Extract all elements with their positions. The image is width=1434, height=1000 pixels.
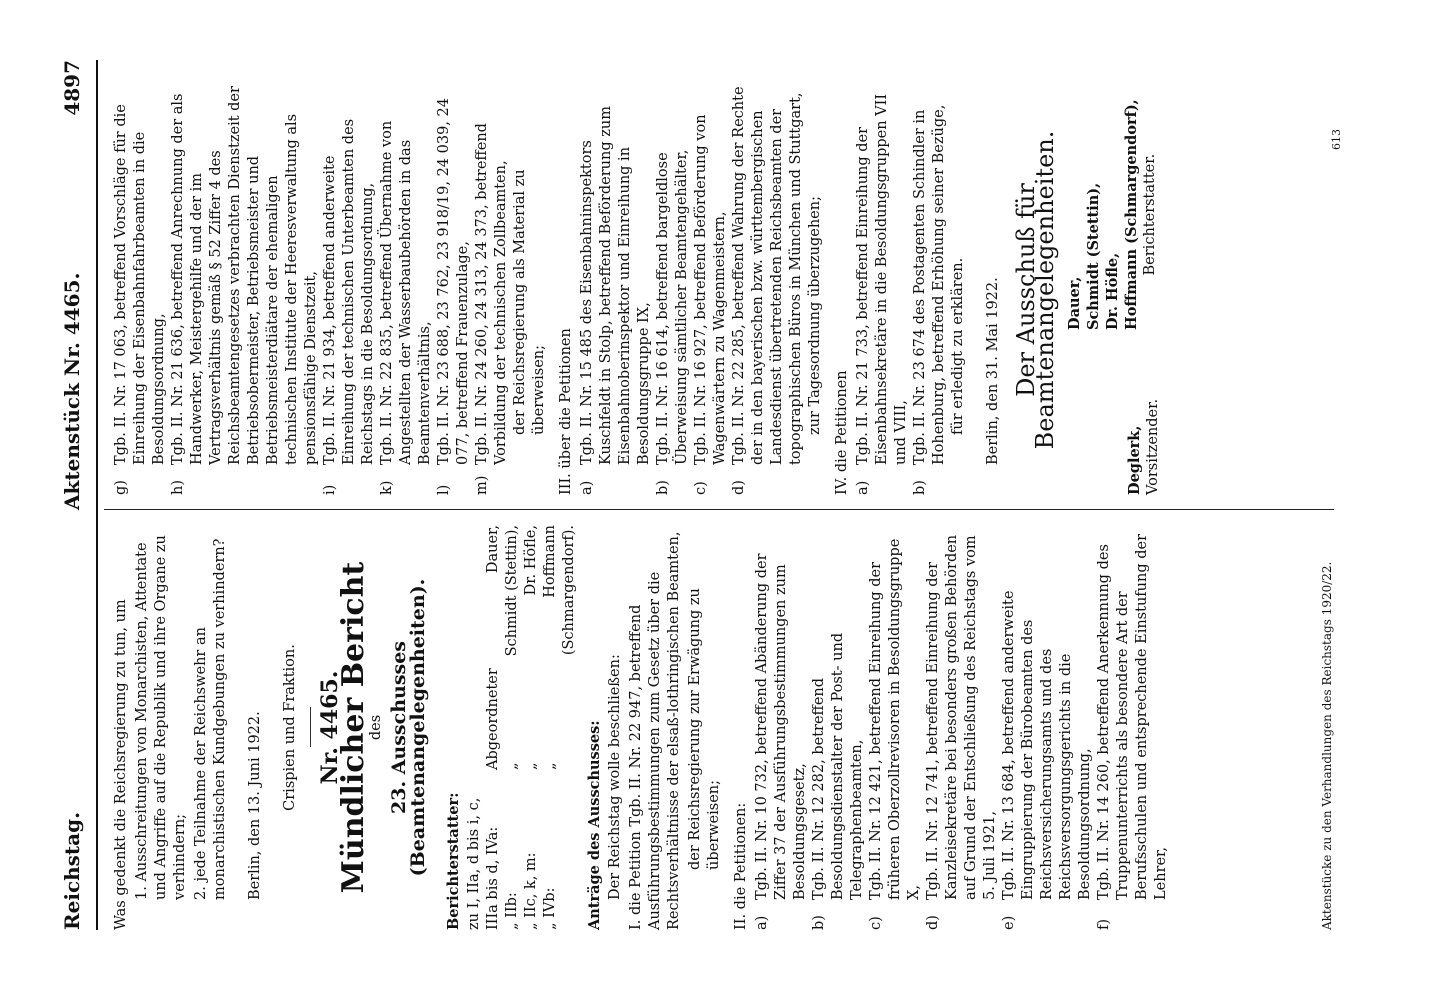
reporters-heading: Berichterstatter: xyxy=(445,792,462,930)
signature-block xyxy=(1065,85,1175,495)
signer-name: Dr. Höfle, xyxy=(1104,252,1121,330)
header-rule xyxy=(96,60,98,930)
petition-item: e) Tgb. II. Nr. 13 684, betreffend anderweite Eingruppierung der Bürobeamten des Reichsversicherungsamts und des Reichsversorgungsgerichts in die Besoldungsordnung, xyxy=(1001,590,1093,930)
petition-item: a) Tgb. II. Nr. 10 732, betreffend Abänderung der Ziffer 37 der Ausführungsbestimmungen zum Besoldungsgesetz, xyxy=(754,553,808,930)
item-III: III. über die Petitionen xyxy=(558,328,574,495)
header-page-number: 4897 xyxy=(60,60,84,116)
items-IV-close: für erledigt zu erklären. xyxy=(950,257,966,435)
petition-item: a) Tgb. II. Nr. 15 485 des Eisenbahninspektors Kuschfeldt in Stolp, betreffend Beförderung zum Eisenbahnoberinspektor und Einreihung in Besoldungsgruppe IX, xyxy=(579,106,652,495)
petition-item: b) Tgb. II. Nr. 16 614, betreffend bargeldlose Überweisung sämtlicher Beamtengehälter, xyxy=(655,149,690,495)
separator xyxy=(310,708,311,748)
reporters-signature xyxy=(1065,99,1160,330)
date-line-1: Berlin, den 13. Juni 1922. xyxy=(247,711,263,900)
committee-title: 23. Ausschusses (Beamtenangelegenheiten). xyxy=(388,578,429,877)
reporter-row: „ IVb: „ Hoffmann (Schmargendorf). xyxy=(542,525,577,930)
committee-signature-title: Der Ausschuß für Beamtenangelegenheiten. xyxy=(1012,130,1059,450)
date-line-2: Berlin, den 31. Mai 1922. xyxy=(985,277,1001,465)
petition-item: l) Tgb. II. Nr. 23 688, 23 762, 23 918/19, 24 039, 24 077, betreffend Frauenzulage, xyxy=(436,98,471,495)
reporters-list xyxy=(465,525,579,930)
chair-signature xyxy=(1125,399,1163,495)
items-II-close: der Reichsregierung als Material zu überweisen; xyxy=(512,169,547,435)
signer-name: Schmidt (Stettin), xyxy=(1085,182,1102,330)
signer-name: Dauer, xyxy=(1066,276,1083,330)
petition-item: b) Tgb. II. Nr. 23 674 des Postagenten Schindler in Hohenburg, betreffend Erhöhung seiner Bezüge, xyxy=(912,104,947,495)
petition-item: k) Tgb. II. Nr. 22 835, betreffend Übernahme von Angestellten der Wasserbaubehörden in das Beamtenverhältnis, xyxy=(379,120,433,495)
resolution-intro: Der Reichstag wolle beschließen: xyxy=(607,654,623,900)
reporter-row: „ IIb: „ Schmidt (Stettin), xyxy=(504,525,520,930)
column-divider xyxy=(104,509,1334,510)
report-des: des xyxy=(368,714,384,741)
chair-name: Deglerk, xyxy=(1126,425,1143,495)
petition-item: h) Tgb. II. Nr. 21 636, betreffend Anrechnung der als Handwerker, Meistergehilfe und der im Vertragsverhältnis gemäß § 52 Ziffer 4 des Reichsbeamtengesetzes verbrachten Dienstzeit der Betriebsobermeister, Betriebsmeister und Betriebsmeisterdiätare der ehemaligen technischen Institute der Heeresverwaltung als pensionsfähige Dienstzeit, xyxy=(170,86,319,495)
item-I-close: der Reichsregierung zur Erwägung zu überweisen; xyxy=(687,588,722,870)
item-II: II. die Petitionen: xyxy=(733,802,749,930)
right-column xyxy=(112,85,1175,495)
document-number: Nr. 4465. xyxy=(317,670,343,785)
intro-item-1: 1. Ausschreitungen von Monarchisten, Attentate und Angriffe auf die Republik und ihre Organe zu verhindern; xyxy=(134,535,188,900)
item-IV: IV. die Petitionen xyxy=(834,370,850,495)
digitization-note xyxy=(1418,0,1434,1000)
footnote: Aktenstücke zu den Verhandlungen des Reichstags 1920/22. xyxy=(1320,561,1334,930)
header-left: Reichstag. xyxy=(60,811,84,930)
header-title: Aktenstück Nr. 4465. xyxy=(60,272,84,510)
intro-item-2: 2. jede Teilnahme der Reichswehr an monarchistischen Kundgebungen zu verhindern? xyxy=(193,538,228,900)
petition-item: m) Tgb. II. Nr. 24 260, 24 313, 24 373, betreffend Vorbildung der technischen Zollbeamten, xyxy=(474,123,509,495)
petition-item: g) Tgb. II. Nr. 17 063, betreffend Vorschläge für die Einreihung der Eisenbahnfahrbeamten in die Besoldungsordnung, xyxy=(113,104,167,495)
signer-role: Berichterstatter. xyxy=(1142,153,1158,276)
petition-item: d) Tgb. II. Nr. 22 285, betreffend Wahrung der Rechte der in den bayerischen bzw. württembergischen Landesdienst übertretenden Reichsbeamten der topographischen Büros in München und Stuttgart, xyxy=(731,86,804,495)
petition-item: c) Tgb. II. Nr. 16 927, betreffend Beförderung von Wagenwärtern zu Wagenmeistern, xyxy=(693,114,728,495)
petition-item: d) Tgb. II. Nr. 12 741, betreffend Einreihung der Kanzleisekretäre bei besonders großen Behörden auf Grund der Entschließung des Reichstags vom 5. Juli 1921, xyxy=(925,534,998,930)
petition-item: c) Tgb. II. Nr. 12 421, betreffend Einreihung der früheren Oberzollrevisoren in Besoldungsgruppe X, xyxy=(868,538,922,930)
reporter-row: zu I, IIa, d bis i, c, xyxy=(466,797,482,930)
items-III-close: zur Tagesordnung überzugehen; xyxy=(807,196,823,435)
page-header xyxy=(60,60,96,930)
signers: Crispien und Fraktion. xyxy=(282,644,298,811)
reporter-row: IIIa bis d, IVa: Abgeordneter Dauer, xyxy=(485,525,501,930)
petition-item: b) Tgb. II. Nr. 12 282, betreffend Besoldungsdienstalter der Post- und Telegraphenbeamten, xyxy=(811,632,865,930)
report-title: Mündlicher Bericht xyxy=(336,561,371,894)
intro-line: Was gedenkt die Reichsregierung zu tun, um xyxy=(113,599,129,930)
petition-item: a) Tgb. II. Nr. 21 733, betreffend Einreihung der Eisenbahnsekretäre in die Besoldungsgruppen VII und VIII, xyxy=(855,93,909,495)
signer-name: Hoffmann (Schmargendorf), xyxy=(1123,99,1140,330)
sheet-number: 613 xyxy=(1330,129,1343,150)
motions-heading: Anträge des Ausschusses: xyxy=(586,720,603,930)
petition-item: f) Tgb. II. Nr. 14 260, betreffend Anerkennung des Truppenunterrichts als besondere Art der Berufsschulen und entsprechende Einstufung der Lehrer, xyxy=(1096,533,1169,930)
chair-role: Vorsitzender. xyxy=(1145,398,1161,495)
reporter-row: „ IIc, k, m: „ Dr. Höfle, xyxy=(523,525,539,930)
left-column xyxy=(112,525,1171,930)
item-I: I. die Petition Tgb. II. Nr. 22 947, betreffend Ausführungsbestimmungen zum Gesetz über die Rechtsverhältnisse der elsaß-lothringischen Beamten, xyxy=(628,531,682,930)
petition-item: i) Tgb. II. Nr. 21 934, betreffend anderweite Einreihung der technischen Unterbeamten des Reichstags in die Besoldungsordnung, xyxy=(322,118,376,495)
